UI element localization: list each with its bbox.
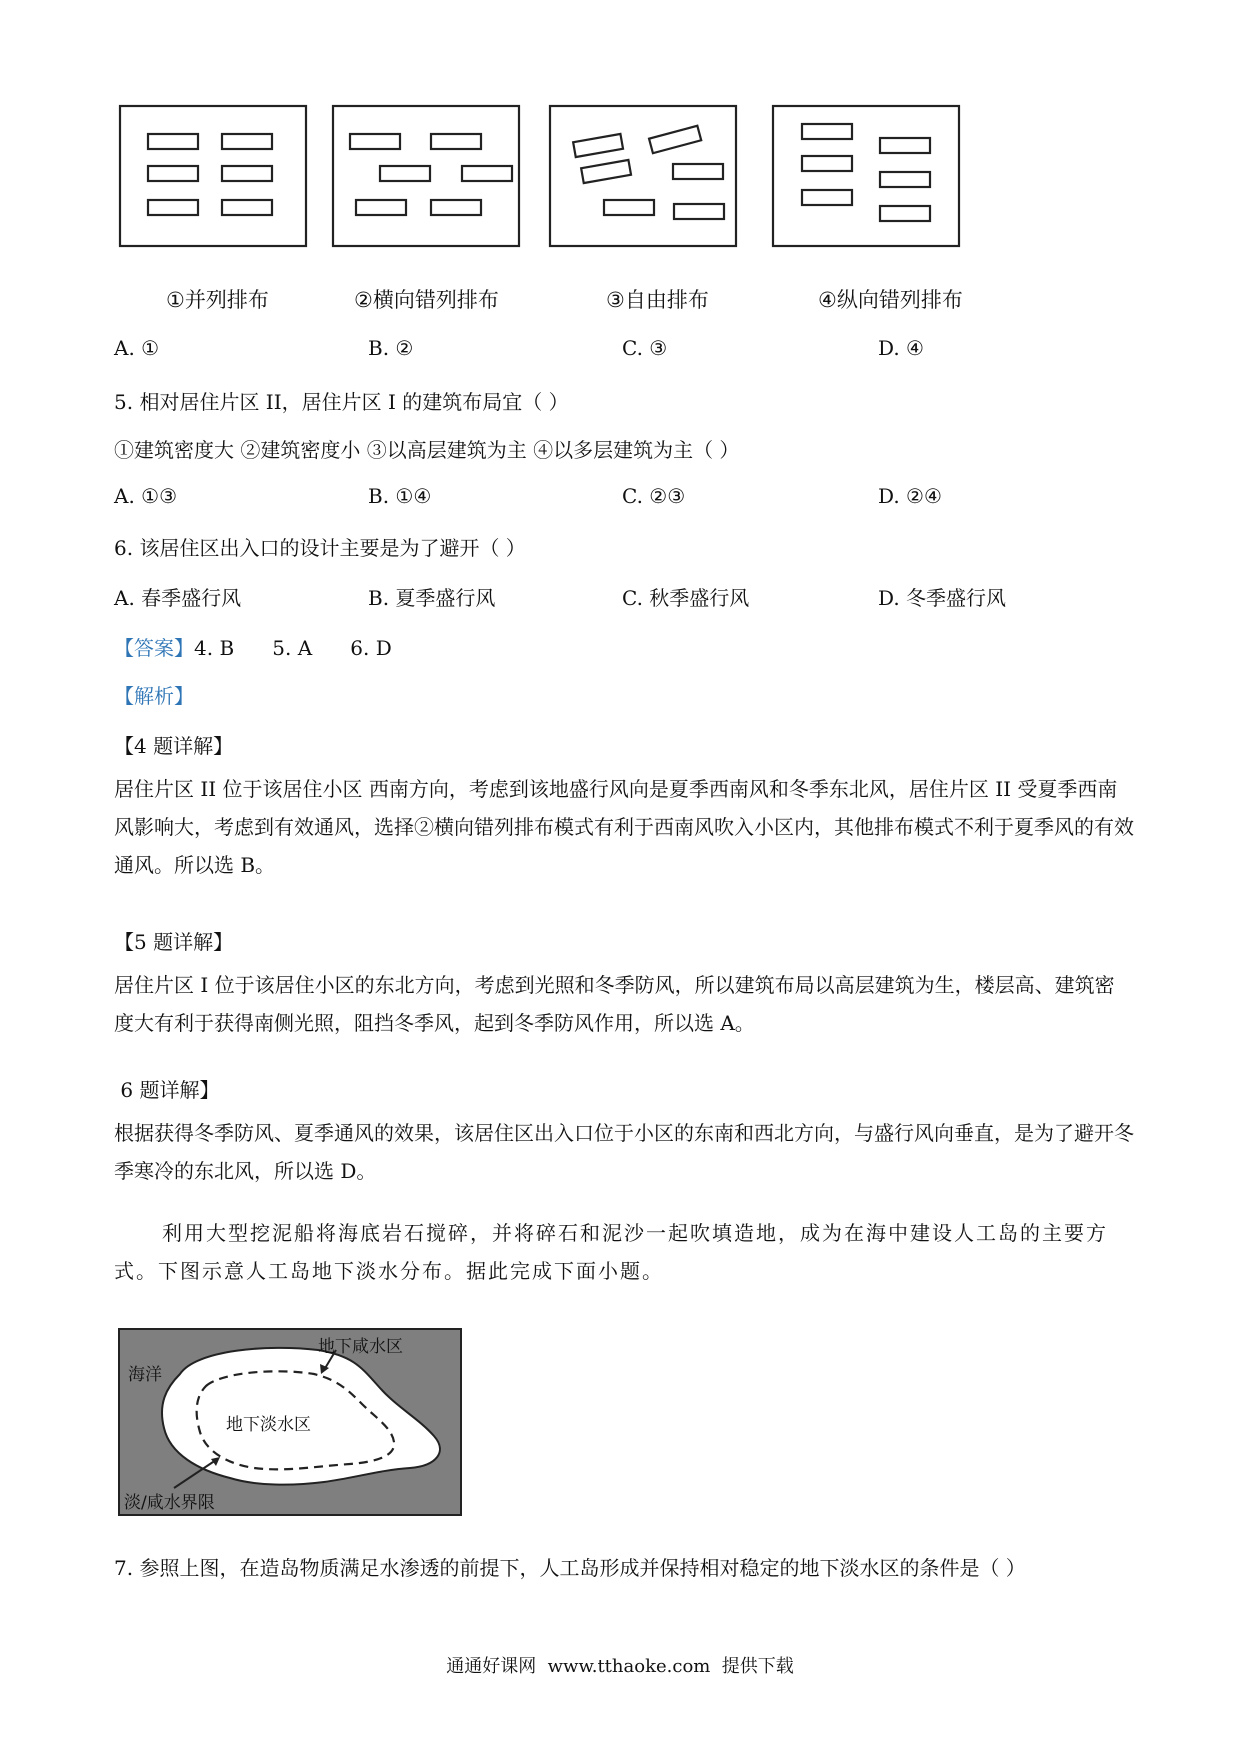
building-block (802, 190, 852, 205)
ocean-label: 海洋 (128, 1365, 162, 1385)
intro-paragraph: 利用大型挖泥船将海底岩石搅碎，并将碎石和泥沙一起吹填造地，成为在海中建设人工岛的主要方式。下图示意人工岛地下淡水分布。据此完成下面小题。 (114, 1221, 1108, 1283)
q5-option-b: B. ①④ (368, 484, 432, 508)
detail5-body: 居住片区 I 位于该居住小区的东北方向，考虑到光照和冬季防风，所以建筑布局以高层建筑为生，楼层高、建筑密度大有利于获得南侧光照，阻挡冬季风，起到冬季防风作用，所以选 A。 (114, 973, 1115, 1035)
boundary-label: 淡/咸水界限 (124, 1493, 215, 1513)
q4-option-a: A. ① (114, 336, 160, 360)
panel-staggered-horizontal (333, 106, 519, 246)
panel-free (550, 106, 736, 246)
page-footer: 通通好课网 www.tthaoke.com 提供下载 (446, 1656, 794, 1677)
diagram-captions (0, 284, 1240, 320)
artificial-island-map (118, 1328, 462, 1516)
caption-parallel: ①并列排布 (166, 288, 269, 312)
building-block (880, 206, 930, 221)
q4-option-b: B. ② (368, 336, 414, 360)
q5-stem: 5. 相对居住片区 II，居住片区 I 的建筑布局宜（ ） (114, 390, 569, 414)
building-block (148, 134, 198, 149)
building-block (148, 166, 198, 181)
building-block (802, 124, 852, 139)
caption-staggered-vertical: ④纵向错列排布 (818, 288, 963, 312)
building-block (604, 200, 654, 215)
q6-stem: 6. 该居住区出入口的设计主要是为了避开（ ） (114, 536, 526, 560)
q6-option-b: B. 夏季盛行风 (368, 586, 496, 610)
building-block (356, 200, 406, 215)
layout-diagrams-svg (118, 104, 978, 250)
detail6-heading: 6 题详解】 (114, 1078, 220, 1102)
building-block (380, 166, 430, 181)
building-block (802, 156, 852, 171)
building-block (222, 134, 272, 149)
building-layout-diagrams (118, 104, 978, 250)
building-block (431, 134, 481, 149)
q5-option-c: C. ②③ (622, 484, 686, 508)
building-block (148, 200, 198, 215)
building-block (880, 138, 930, 153)
q6-option-d: D. 冬季盛行风 (878, 586, 1007, 610)
detail5-heading: 【5 题详解】 (114, 930, 234, 954)
building-block (462, 166, 512, 181)
building-block (649, 126, 701, 153)
building-block (222, 200, 272, 215)
detail4-body: 居住片区 II 位于该居住小区 西南方向，考虑到该地盛行风向是夏季西南风和冬季东北风，居住片区 II 受夏季西南风影响大，考虑到有效通风，选择②横向错列排布模式有利于西南风吹入小区内，其他排布模式不利于夏季风的有效通风。所以选 B。 (114, 777, 1134, 877)
saline-zone-label: 地下咸水区 (318, 1337, 403, 1357)
building-block (673, 164, 723, 179)
building-block (222, 166, 272, 181)
caption-free: ③自由排布 (606, 288, 709, 312)
building-block (581, 160, 631, 183)
fresh-zone-label: 地下淡水区 (226, 1415, 311, 1435)
building-block (431, 200, 481, 215)
answer-text: 4. B 5. A 6. D (194, 636, 392, 660)
q6-option-a: A. 春季盛行风 (114, 586, 242, 610)
q4-option-d: D. ④ (878, 336, 924, 360)
q5-option-d: D. ②④ (878, 484, 942, 508)
building-block (880, 172, 930, 187)
answer-line (114, 632, 392, 661)
building-block (573, 134, 623, 157)
building-block (350, 134, 400, 149)
q4-option-c: C. ③ (622, 336, 668, 360)
q6-option-c: C. 秋季盛行风 (622, 586, 750, 610)
analysis-label: 【解析】 (114, 684, 194, 708)
q5-option-a: A. ①③ (114, 484, 178, 508)
detail6-body: 根据获得冬季防风、夏季通风的效果，该居住区出入口位于小区的东南和西北方向，与盛行风向垂直，是为了避开冬季寒冷的东北风，所以选 D。 (114, 1121, 1134, 1183)
detail4-heading: 【4 题详解】 (114, 734, 234, 758)
caption-staggered-horizontal: ②横向错列排布 (354, 288, 499, 312)
building-block (674, 204, 724, 219)
q7-stem: 7. 参照上图，在造岛物质满足水渗透的前提下，人工岛形成并保持相对稳定的地下淡水区的条件是（ ） (114, 1556, 1026, 1580)
answer-label: 【答案】 (114, 636, 194, 660)
q5-choices: ①建筑密度大 ②建筑密度小 ③以高层建筑为主 ④以多层建筑为主（ ） (114, 438, 740, 462)
